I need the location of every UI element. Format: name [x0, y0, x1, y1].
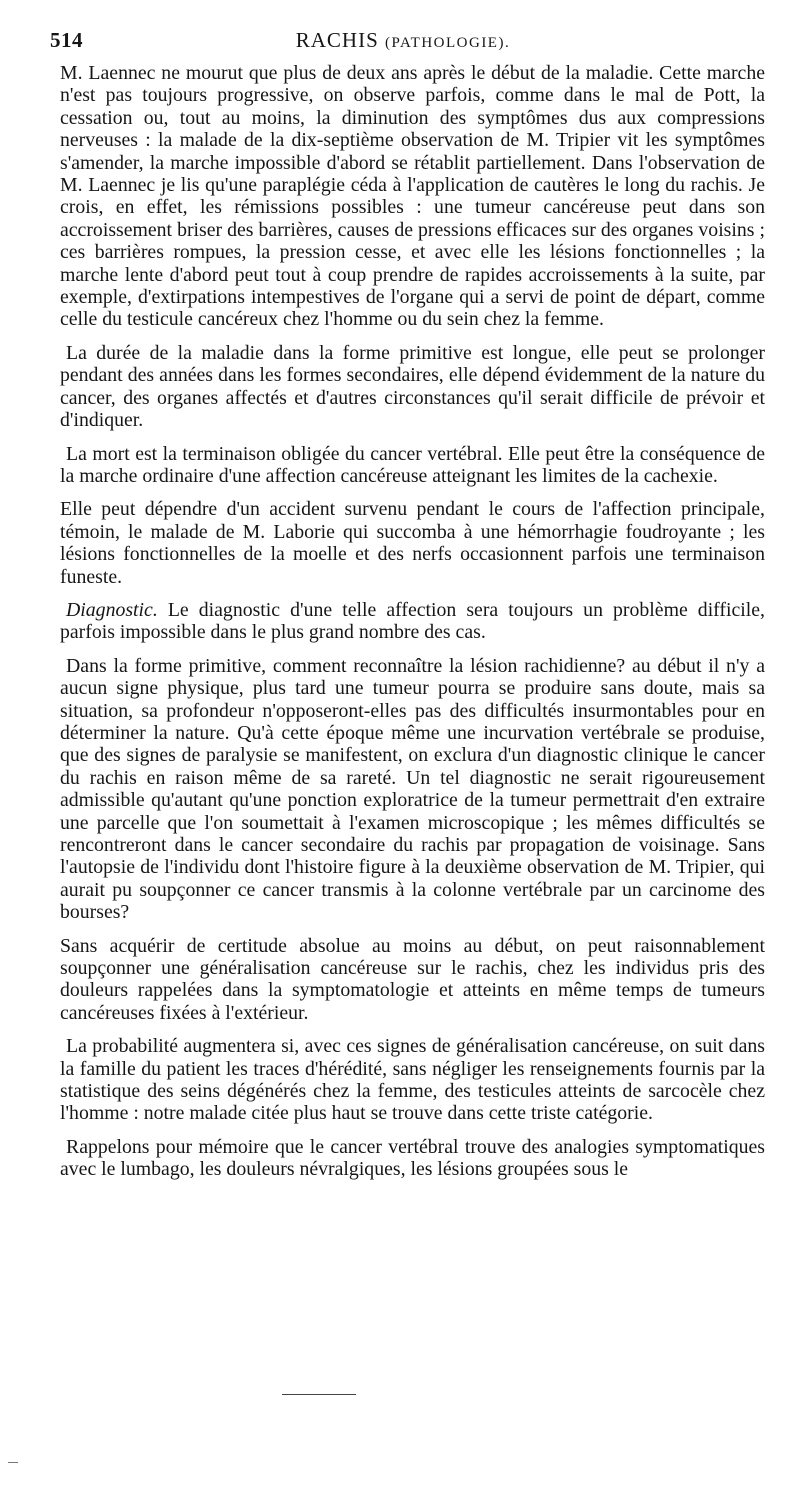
- body-text: [60, 62, 765, 1192]
- paragraph-5: [60, 599, 765, 644]
- page-number: 514: [50, 28, 83, 52]
- paragraph-9: Rappelons pour mémoire que le cancer vertébral trouve des analogies symptomatiques avec le lumbago, les douleurs névralgiques, les lésions groupées sous le: [60, 1135, 765, 1181]
- margin-mark: [8, 1462, 18, 1463]
- paragraph-7: Sans acquérir de certitude absolue au moins au début, on peut raisonnablement soupçonner une généralisation cancéreuse sur le rachis, chez les individus pris des douleurs rappelées dans la symptomatologie et atteints en même temps de tumeurs cancéreuses fixées à l'extérieur.: [60, 934, 765, 1024]
- paragraph-4: Elle peut dépendre d'un accident survenu pendant le cours de l'affection principale, témoin, le malade de M. Laborie qui succomba à une hémorrhagie foudroyante ; les lésions fonctionnelles de la moelle et des nerfs occasionnent parfois une terminaison funeste.: [60, 498, 765, 588]
- paragraph-3: La mort est la terminaison obligée du cancer vertébral. Elle peut être la conséquence de la marche ordinaire d'une affection cancéreuse atteignant les limites de la cachexie.: [60, 442, 765, 487]
- footer-rule: [282, 1394, 356, 1395]
- paragraph-1: M. Laennec ne mourut que plus de deux ans après le début de la maladie. Cette marche n'est pas toujours progressive, on observe parfois, comme dans le mal de Pott, la cessation ou, tout au moins, la diminution des symptômes dus aux compressions nerveuses : la malade de la dix-septième observation de M. Tripier vit les symptômes s'amender, la marche impossible d'abord se rétablit partiellement. Dans l'observation de M. Laennec je lis qu'une paraplégie céda à l'application de cautères le long du rachis. Je crois, en effet, les rémissions possibles : une tumeur cancéreuse peut dans son accroissement briser des barrières, causes de pressions efficaces sur des organes voisins ; ces barrières rompues, la pression cesse, et avec elle les lésions fonctionnelles ; la marche lente d'abord peut tout à coup prendre de rapides accroissements à la suite, par exemple, d'extirpations intempestives de l'organe qui a servi de point de départ, comme celle du testicule cancéreux chez l'homme ou du sein chez la femme.: [60, 62, 765, 331]
- page-header: [50, 28, 756, 60]
- paragraph-5-text: Le diagnostic d'une telle affection sera toujours un problème difficile, parfois impossible dans le plus grand nombre des cas.: [60, 598, 765, 644]
- paragraph-2: La durée de la maladie dans la forme primitive est longue, elle peut se prolonger pendant des années dans les formes secondaires, elle dépend évidemment de la nature du cancer, des organes affectés et d'autres circonstances qu'il serait difficile de prévoir et d'indiquer.: [60, 341, 765, 432]
- running-head-subtitle: (PATHOLOGIE).: [385, 35, 511, 51]
- running-head: [50, 28, 756, 53]
- section-heading-diagnostic: Diagnostic.: [66, 598, 158, 621]
- paragraph-6: Dans la forme primitive, comment reconnaître la lésion rachidienne? au début il n'y a aucun signe physique, plus tard une tumeur pourra se produire sans doute, mais sa situation, sa profondeur n'opposeront-elles pas des difficultés insurmontables pour en déterminer la nature. Qu'à cette époque même une incurvation vertébrale se produise, que des signes de paralysie se manifestent, on exclura d'un diagnostic clinique le cancer du rachis en raison même de sa rareté. Un tel diagnostic ne serait rigoureusement admissible qu'autant qu'une ponction exploratrice de la tumeur permettrait d'en extraire une parcelle que l'on soumettait à l'examen microscopique ; les mêmes difficultés se rencontreront dans le cancer secondaire du rachis par propagation de voisinage. Sans l'autopsie de l'individu dont l'histoire figure à la deuxième observation de M. Tripier, qui aurait pu soupçonner ce cancer transmis à la colonne vertébrale par un carcinome des bourses?: [60, 654, 765, 924]
- running-head-title: RACHIS: [295, 28, 379, 52]
- paragraph-8: La probabilité augmentera si, avec ces signes de généralisation cancéreuse, on suit dans la famille du patient les traces d'hérédité, sans négliger les renseignements fournis par la statistique des seins dégénérés chez la femme, des testicules atteints de sarcocèle chez l'homme : notre malade citée plus haut se trouve dans cette triste catégorie.: [60, 1035, 765, 1125]
